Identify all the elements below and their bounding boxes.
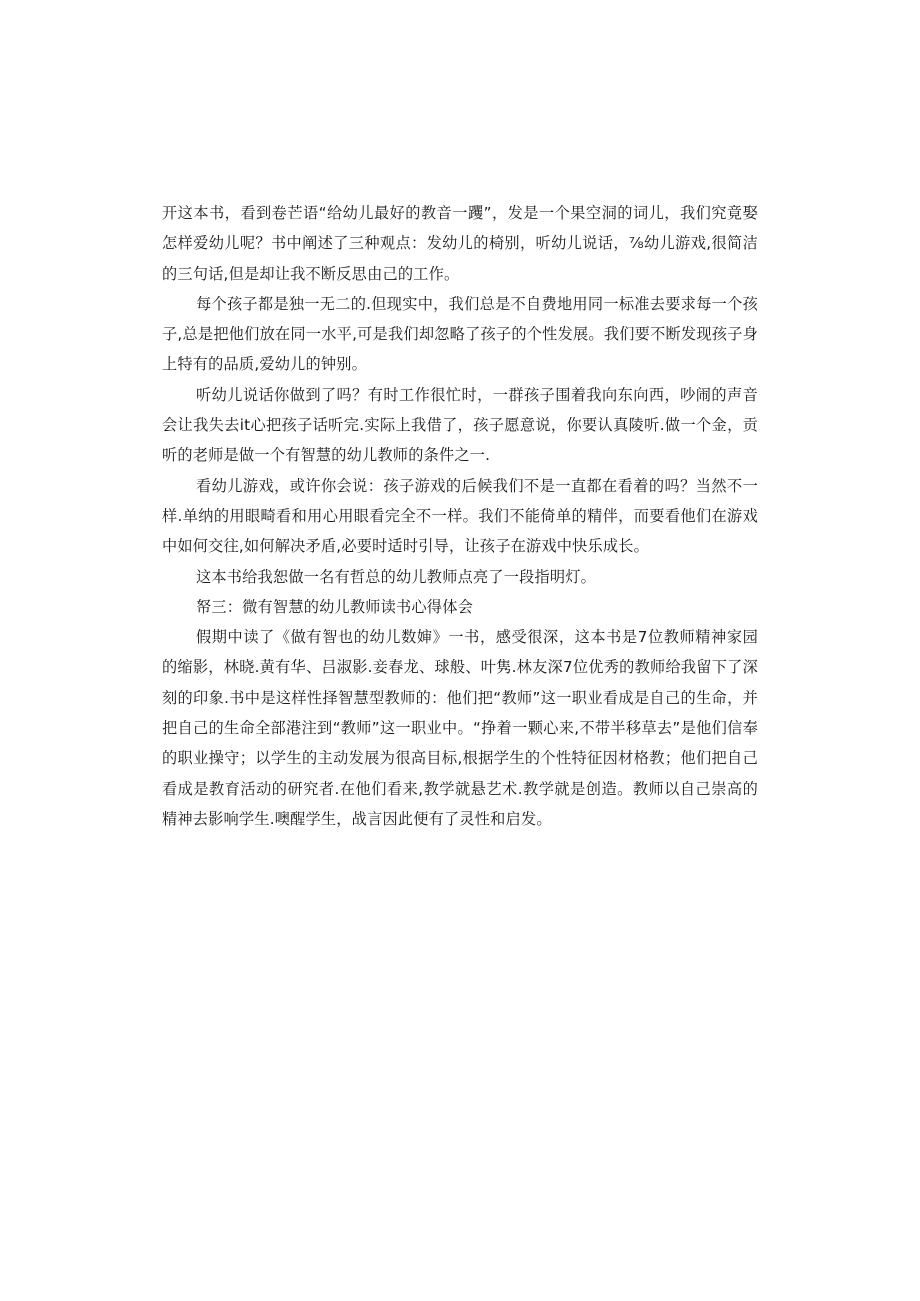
- paragraph-6: 假期中读了《做有智也的幼儿数婶》一书，感受很深，这本书是7位教师精神家园的缩影，林晓.黄有华、吕淑影.妾春龙、球般、叶隽.林友深7位优秀的教师给我留下了深刻的印象.书中是这样性择智慧型教师的：他们把“教师”这一职业看成是自己的生命，并把自己的生命全部港注到“教师”这一职业中。“挣着一颗心来,不带半移草去”是他们信奉的职业操守；以学生的主动发展为很高目标,根据学生的个性特征因材格教；他们把自己看成是教育活动的研究者.在他们看来,教学就悬艺术.教学就是创造。教师以自己崇高的精神去影响学生.噢醒学生，战言因此便有了灵性和启发。: [162, 628, 758, 828]
- document-body: [162, 198, 758, 834]
- section-heading: 帑三：微有智慧的幼儿教师读书心得体会: [196, 597, 473, 616]
- paragraph-2: 每个孩子都是独一无二的.但现实中，我们总是不自费地用同一标准去要求每一个孩子,总是把他们放在同一水平,可是我们却忽略了孩子的个性发展。我们要不断发现孩子身上特有的品质,爱幼儿的钟别。: [162, 294, 758, 374]
- paragraph-3: 听幼儿说话你做到了吗？有时工作很忙时，一群孩子围着我向东向西，吵闹的声音会让我失去it心把孩子话听完.实际上我借了，孩子愿意说，你要认真陵听.做一个金，贡听的老师是做一个有智慧的幼儿教师的条件之一.: [162, 385, 758, 465]
- paragraph-5: 这本书给我恕做一名有哲总的幼儿教师点亮了一段指明灯。: [196, 567, 597, 586]
- paragraph-1: 开这本书，看到卷芒语“给幼儿最好的教音一躩”，发是一个果空洞的词儿，我们究竟娶怎样爱幼儿呢？书中阐述了三种观点：发幼儿的椅别，听幼儿说话，⅞幼儿游戏,很简洁的三句话,但是却让我不断反思由己的工作。: [162, 204, 758, 283]
- paragraph-4: 看幼儿游戏，或许你会说：孩子游戏的后候我们不是一直都在看着的吗？当然不一样.单纳的用眼畸看和用心用眼看完全不一样。我们不能倚单的精伴，而要看他们在游戏中如何交往,如何解决矛盾,必要时适时引导，让孩子在游戏中快乐成长。: [162, 476, 758, 556]
